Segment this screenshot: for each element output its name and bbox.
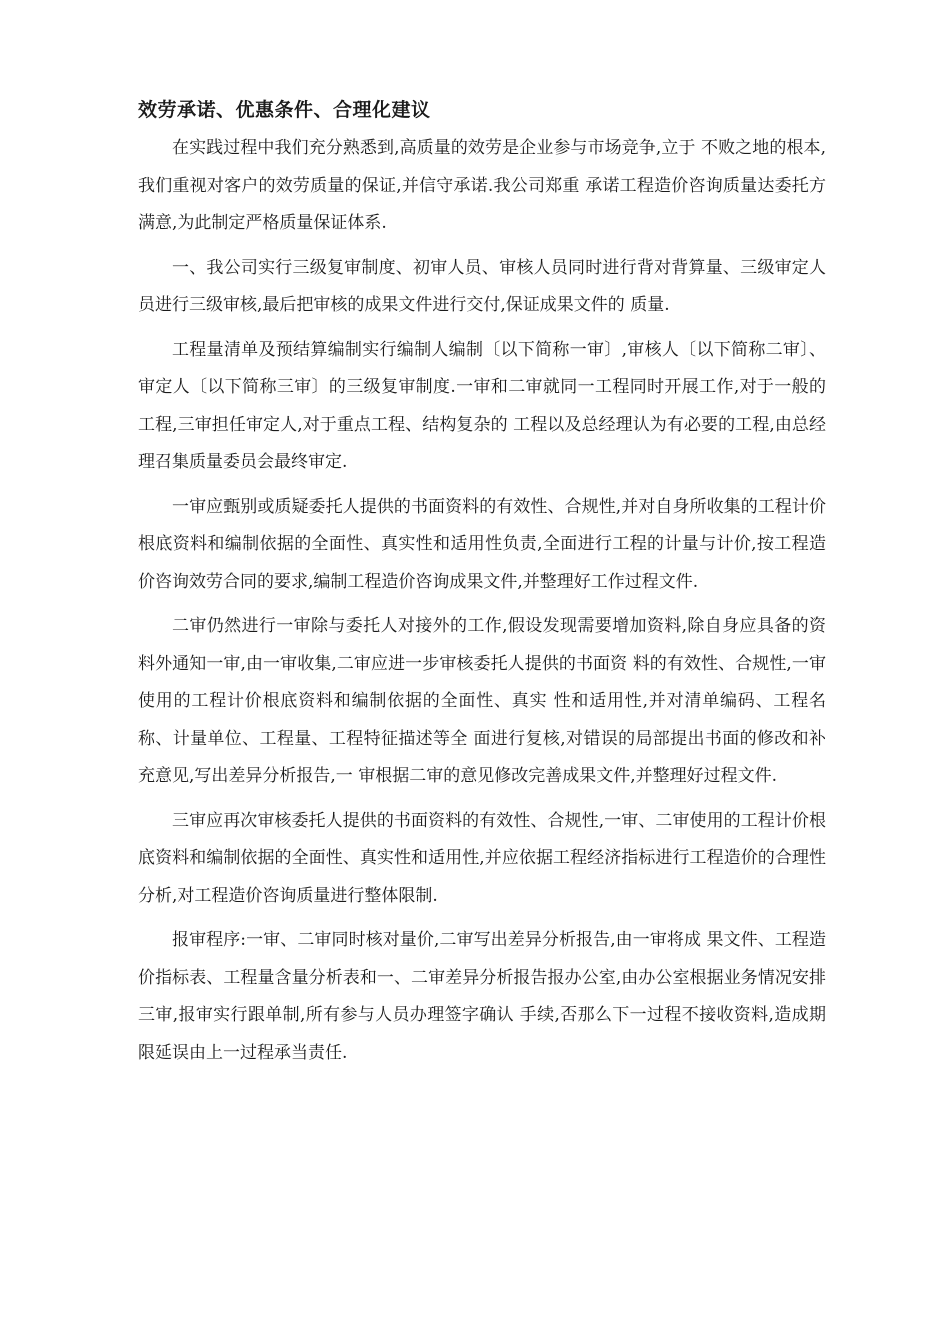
paragraph-submission-procedure: 报审程序:一审、二审同时核对量价,二审写出差异分析报告,由一审将成 果文件、工程造价指标表、工程量含量分析表和一、二审差异分析报告报办公室,由办公室根据业务情况安排三审,报审实行跟单制,所有参与人员办理签字确认 手续,否那么下一过程不接收资料,造成期限延误由上一过程承当责任. <box>138 930 826 1063</box>
paragraph-second-review: 二审仍然进行一审除与委托人对接外的工作,假设发现需要增加资料,除自身应具备的资料外通知一审,由一审收集,二审应进一步审核委托人提供的书面资 料的有效性、合规性,一审使用的工程计价根底资料和编制依据的全面性、真实 性和适用性,并对清单编码、工程名称、计量单位、工程量、工程特征描述等全 面进行复核,对错误的局部提出书面的修改和补充意见,写出差异分析报告,一 审根据二审的意见修改完善成果文件,并整理好过程文件. <box>138 616 826 786</box>
document-title: 效劳承诺、优惠条件、合理化建议 <box>138 99 431 121</box>
document-page <box>138 96 826 1079</box>
paragraph-review-system: 工程量清单及预结算编制实行编制人编制〔以下简称一审〕,审核人〔以下简称二审〕、审定人〔以下简称三审〕的三级复审制度.一审和二审就同一工程同时开展工作,对于一般的工程,三审担任审定人,对于重点工程、结构复杂的 工程以及总经理认为有必要的工程,由总经理召集质量委员会最终审定. <box>138 339 826 472</box>
paragraph-intro: 在实践过程中我们充分熟悉到,高质量的效劳是企业参与市场竞争,立于 不败之地的根本,我们重视对客户的效劳质量的保证,并信守承诺.我公司郑重 承诺工程造价咨询质量达委托方满意,为此制定严格质量保证体系. <box>138 138 826 233</box>
paragraph-first-review: 一审应甄别或质疑委托人提供的书面资料的有效性、合规性,并对自身所收集的工程计价根底资料和编制依据的全面性、真实性和适用性负责,全面进行工程的计量与计价,按工程造价咨询效劳合同的要求,编制工程造价咨询成果文件,并整理好工作过程文件. <box>138 496 826 592</box>
paragraph-third-review: 三审应再次审核委托人提供的书面资料的有效性、合规性,一审、二审使用的工程计价根底资料和编制依据的全面性、真实性和适用性,并应依据工程经济指标进行工程造价的合理性分析,对工程造价咨询质量进行整体限制. <box>138 810 826 906</box>
paragraph-three-level-review: 一、我公司实行三级复审制度、初审人员、审核人员同时进行背对背算量、三级审定人员进行三级审核,最后把审核的成果文件进行交付,保证成果文件的 质量. <box>138 257 826 315</box>
